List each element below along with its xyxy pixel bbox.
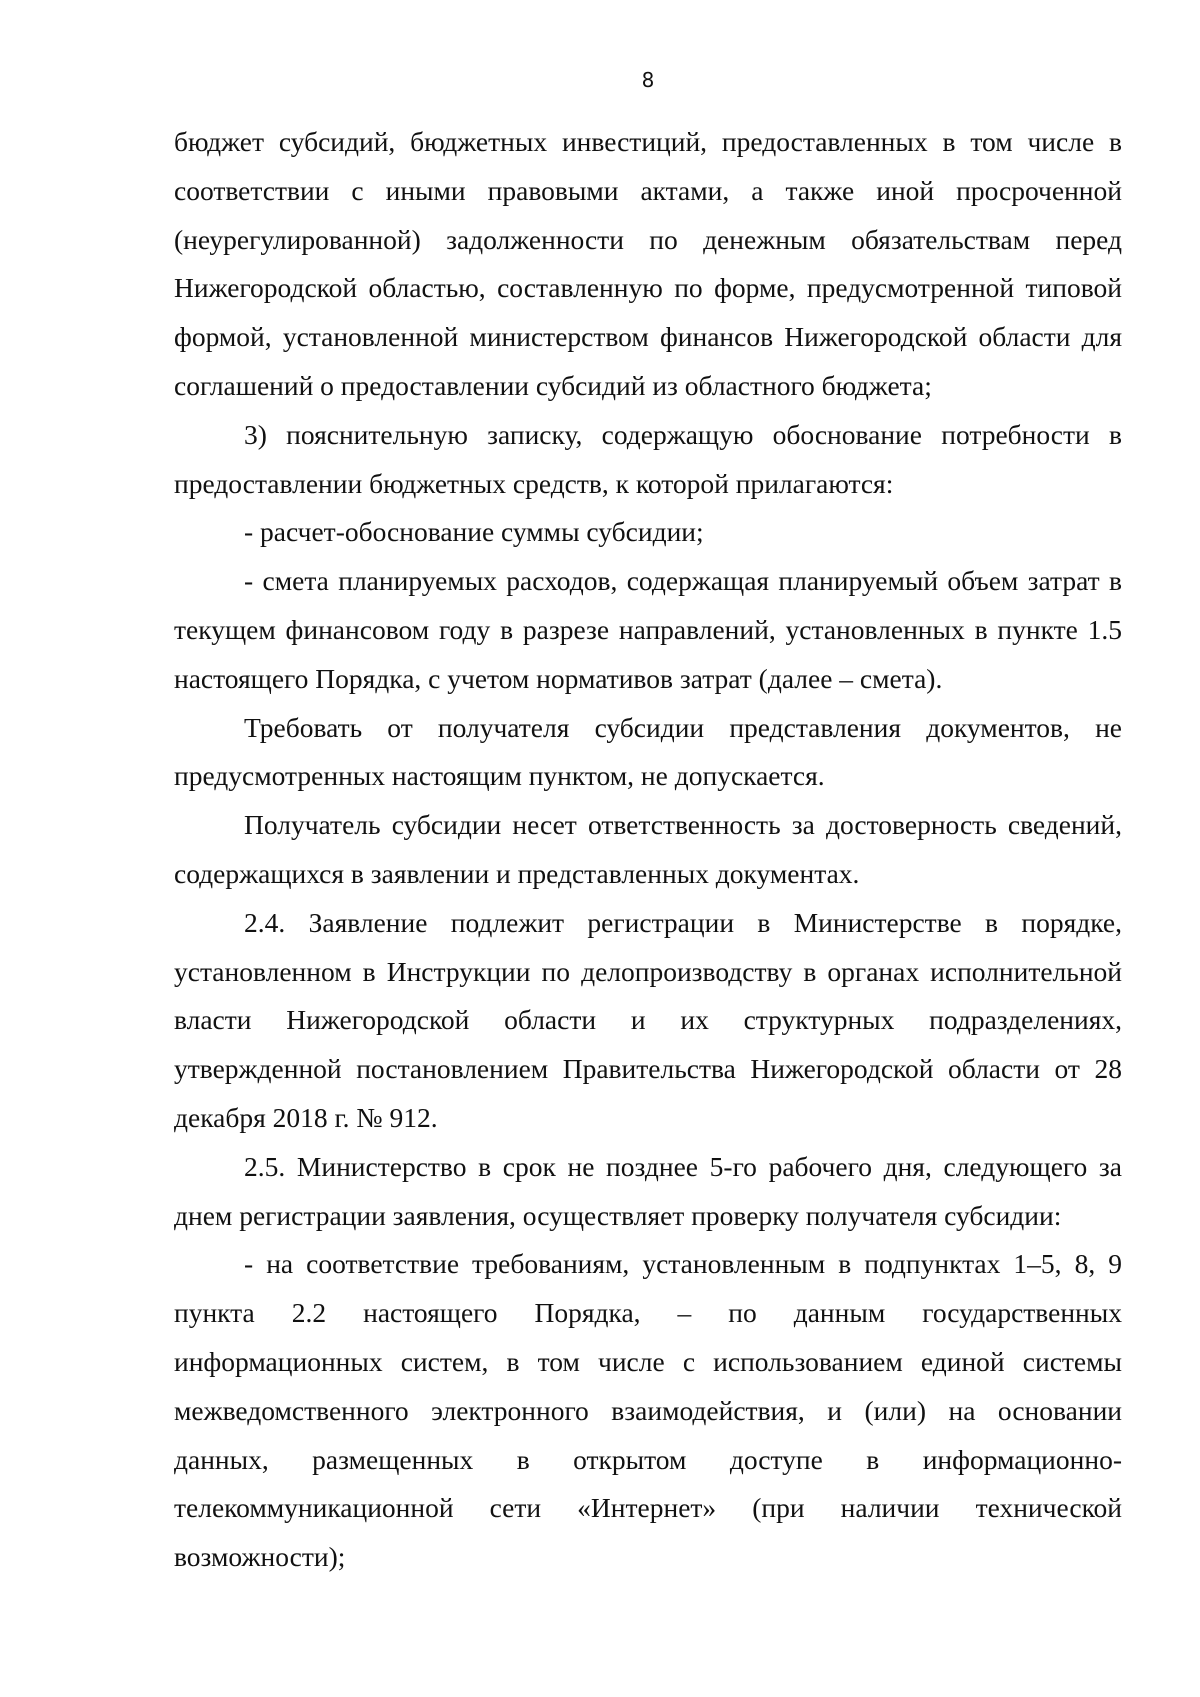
- paragraph-responsibility: Получатель субсидии несет ответственность за достоверность сведений, содержащихся в заявлении и представленных документах.: [174, 809, 1122, 889]
- paragraph-calculation: - расчет-обоснование суммы субсидии;: [244, 516, 704, 548]
- paragraph-section-2-4: 2.4. Заявление подлежит регистрации в Министерстве в порядке, установленном в Инструкции по делопроизводству в органах исполнительной власти Нижегородской области и их структурных подразделениях, утвержденной постановлением Правительства Нижегородской области от 28 декабря 2018 г. № 912.: [174, 906, 1122, 1133]
- paragraph-section-2-5: 2.5. Министерство в срок не позднее 5-го рабочего дня, следующего за днем регистрации заявления, осуществляет проверку получателя субсидии:: [174, 1150, 1122, 1231]
- paragraph-document-requirements: Требовать от получателя субсидии представления документов, не предусмотренных настоящим пунктом, не допускается.: [174, 711, 1122, 792]
- paragraph-estimate: - смета планируемых расходов, содержащая планируемый объем затрат в текущем финансовом году в разрезе направлений, установленных в пункте 1.5 настоящего Порядка, с учетом нормативов затрат (далее – смета).: [174, 565, 1122, 694]
- page-number: 8: [641, 68, 655, 92]
- document-body: [174, 118, 1122, 1582]
- paragraph-requirements-check: - на соответствие требованиям, установленным в подпунктах 1–5, 8, 9 пункта 2.2 настоящего Порядка, – по данным государственных информационных систем, в том числе с использованием единой системы межведомственного электронного взаимодействия, и (или) на основании данных, размещенных в открытом доступе в информационно-телекоммуникационной сети «Интернет» (при наличии технической возможности);: [174, 1248, 1122, 1573]
- paragraph-explanatory-note: 3) пояснительную записку, содержащую обоснование потребности в предоставлении бюджетных средств, к которой прилагаются:: [174, 418, 1122, 499]
- paragraph-debt-certificate: бюджет субсидий, бюджетных инвестиций, предоставленных в том числе в соответствии с иными правовыми актами, а также иной просроченной (неурегулированной) задолженности по денежным обязательствам перед Нижегородской областью, составленную по форме, предусмотренной типовой формой, установленной министерством финансов Нижегородской области для соглашений о предоставлении субсидий из областного бюджета;: [174, 126, 1122, 401]
